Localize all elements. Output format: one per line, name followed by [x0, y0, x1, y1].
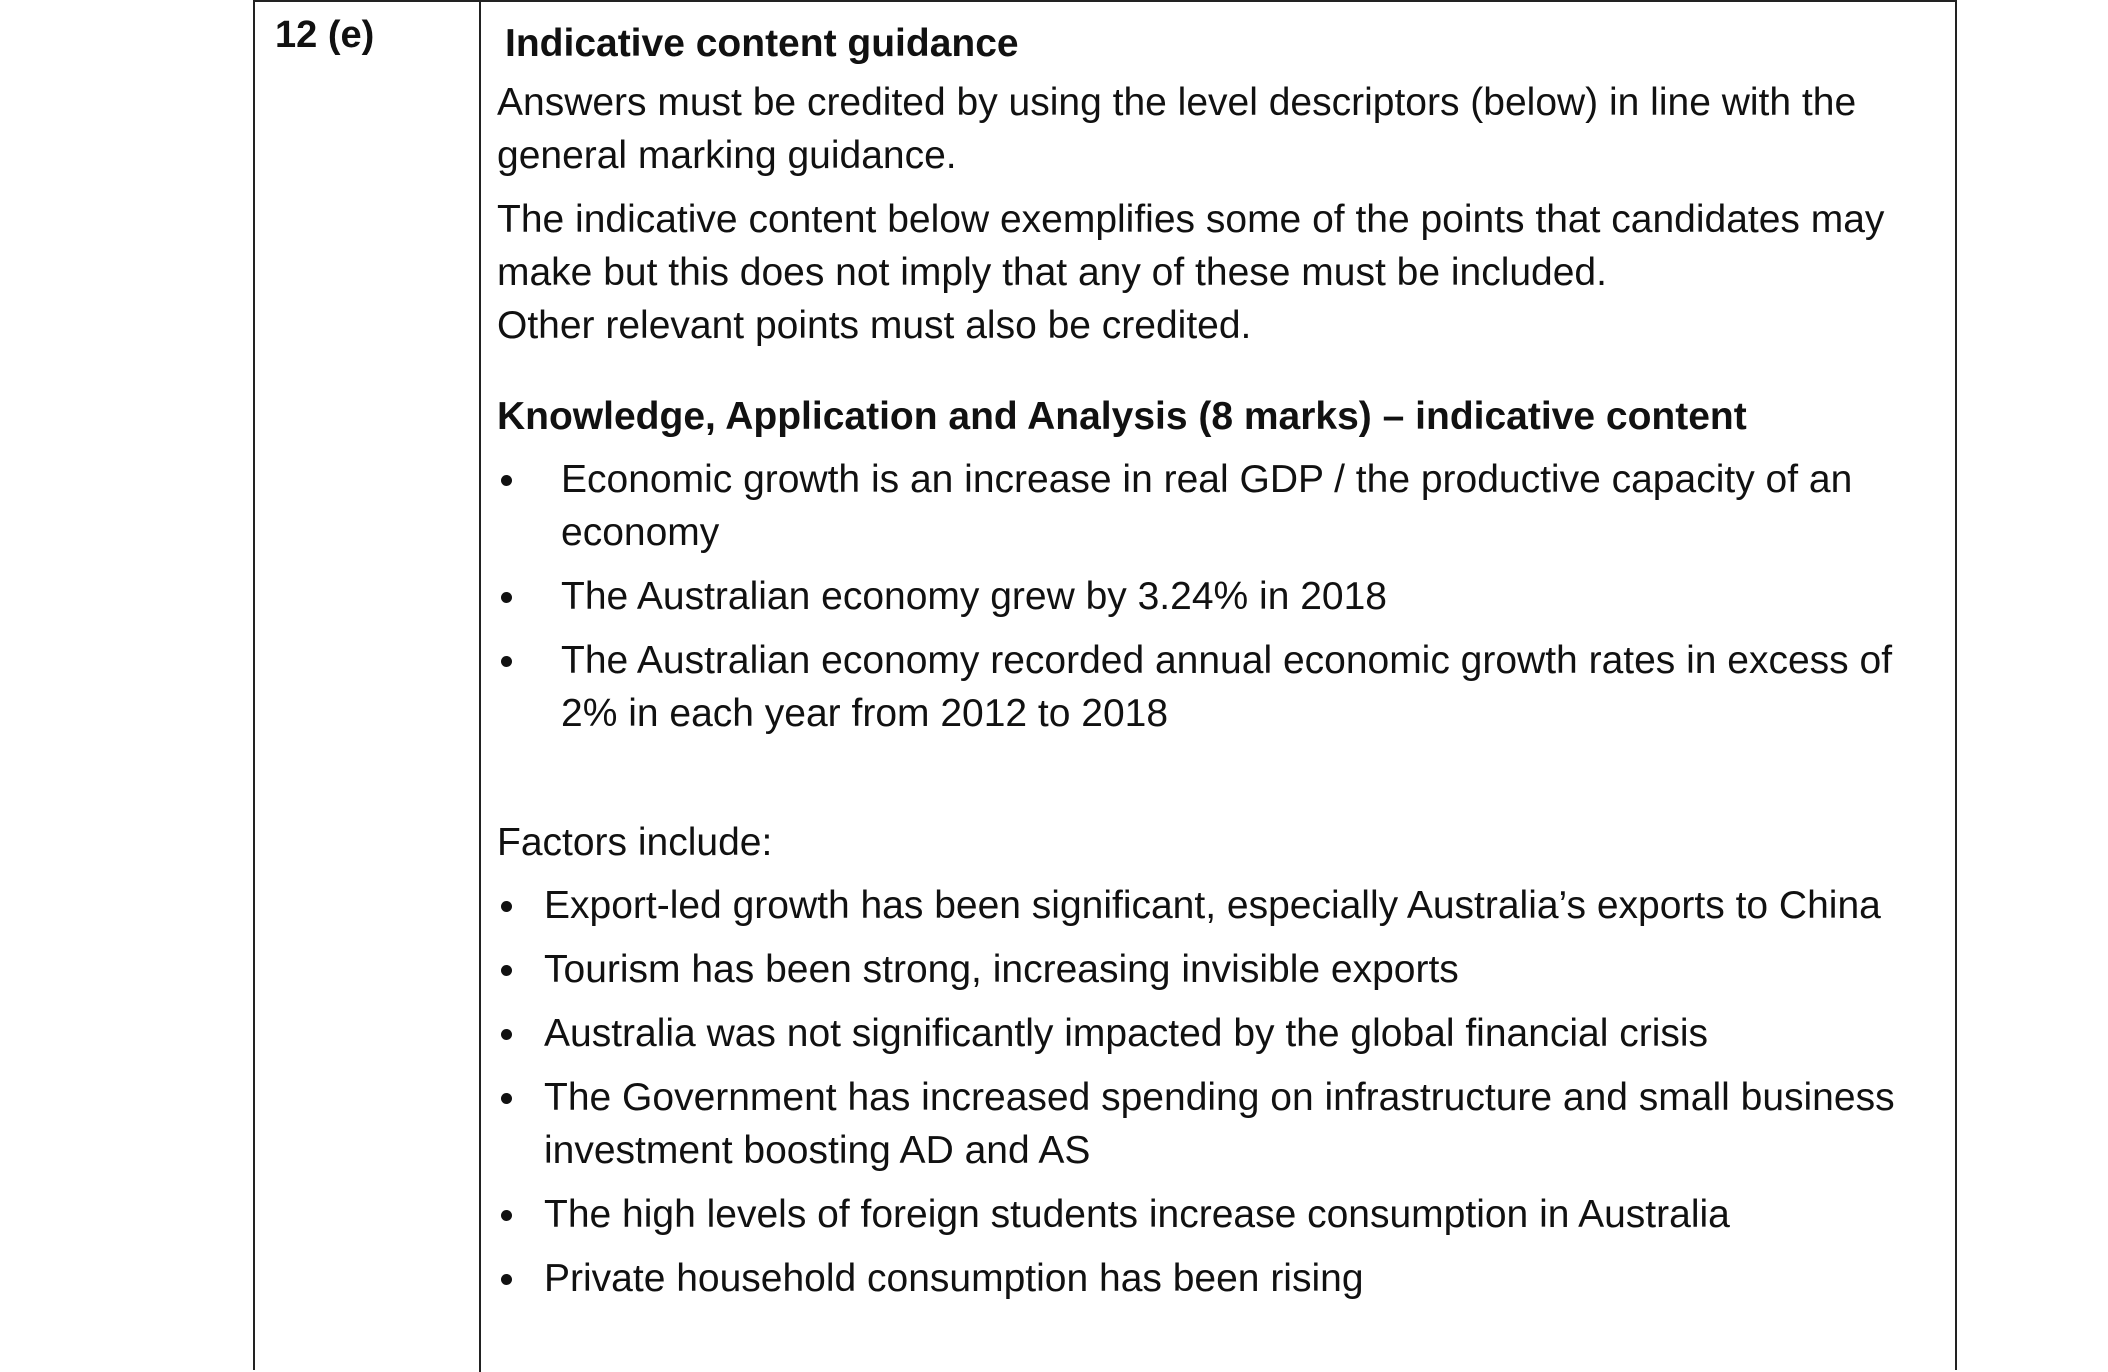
list-item-text: Australia was not significantly impacted by the global financial crisis	[544, 1012, 1709, 1055]
list-item-text: Economic growth is an increase in real GDP / the productive capacity of an economy	[561, 458, 1853, 554]
factors-list	[497, 879, 1937, 1305]
bullet-icon	[501, 965, 512, 976]
list-item	[497, 879, 1937, 932]
list-item-text: Private household consumption has been rising	[544, 1257, 1364, 1300]
kaa-heading: Knowledge, Application and Analysis (8 marks) – indicative content	[497, 395, 1747, 438]
list-item	[497, 943, 1937, 996]
guidance-cell	[497, 20, 1937, 1316]
kaa-list	[497, 453, 1937, 740]
bullet-icon	[501, 656, 512, 667]
list-item-text: The Australian economy grew by 3.24% in 2018	[561, 575, 1387, 618]
list-item	[497, 1188, 1937, 1241]
list-item-text: Export-led growth has been significant, especially Australia’s exports to China	[544, 884, 1881, 927]
list-item	[497, 453, 1937, 559]
list-item	[497, 1252, 1937, 1305]
bullet-icon	[501, 901, 512, 912]
list-item-text: Tourism has been strong, increasing invisible exports	[544, 948, 1459, 991]
bullet-icon	[501, 592, 512, 603]
list-item	[497, 1007, 1937, 1060]
column-divider	[479, 2, 481, 1372]
bullet-icon	[501, 1029, 512, 1040]
list-item-text: The high levels of foreign students increase consumption in Australia	[544, 1193, 1730, 1236]
bullet-icon	[501, 1210, 512, 1221]
guidance-title: Indicative content guidance	[505, 22, 1019, 65]
mark-scheme-table	[253, 0, 1957, 1370]
list-item	[497, 1071, 1937, 1177]
list-item-text: The Australian economy recorded annual economic growth rates in excess of 2% in each year from 2012 to 2018	[561, 639, 1893, 735]
list-item	[497, 570, 1937, 623]
factors-heading: Factors include:	[497, 821, 773, 864]
bullet-icon	[501, 1274, 512, 1285]
guidance-paragraph-3: Other relevant points must also be credited.	[497, 304, 1252, 347]
list-item-text: The Government has increased spending on infrastructure and small business investment boosting AD and AS	[544, 1076, 1895, 1172]
list-item	[497, 634, 1937, 740]
guidance-paragraph-2: The indicative content below exemplifies some of the points that candidates may make but this does not imply that any of these must be included.	[497, 198, 1885, 294]
guidance-paragraph-1: Answers must be credited by using the level descriptors (below) in line with the general marking guidance.	[497, 81, 1857, 177]
question-number: 12 (e)	[275, 14, 375, 56]
bullet-icon	[501, 475, 512, 486]
bullet-icon	[501, 1093, 512, 1104]
